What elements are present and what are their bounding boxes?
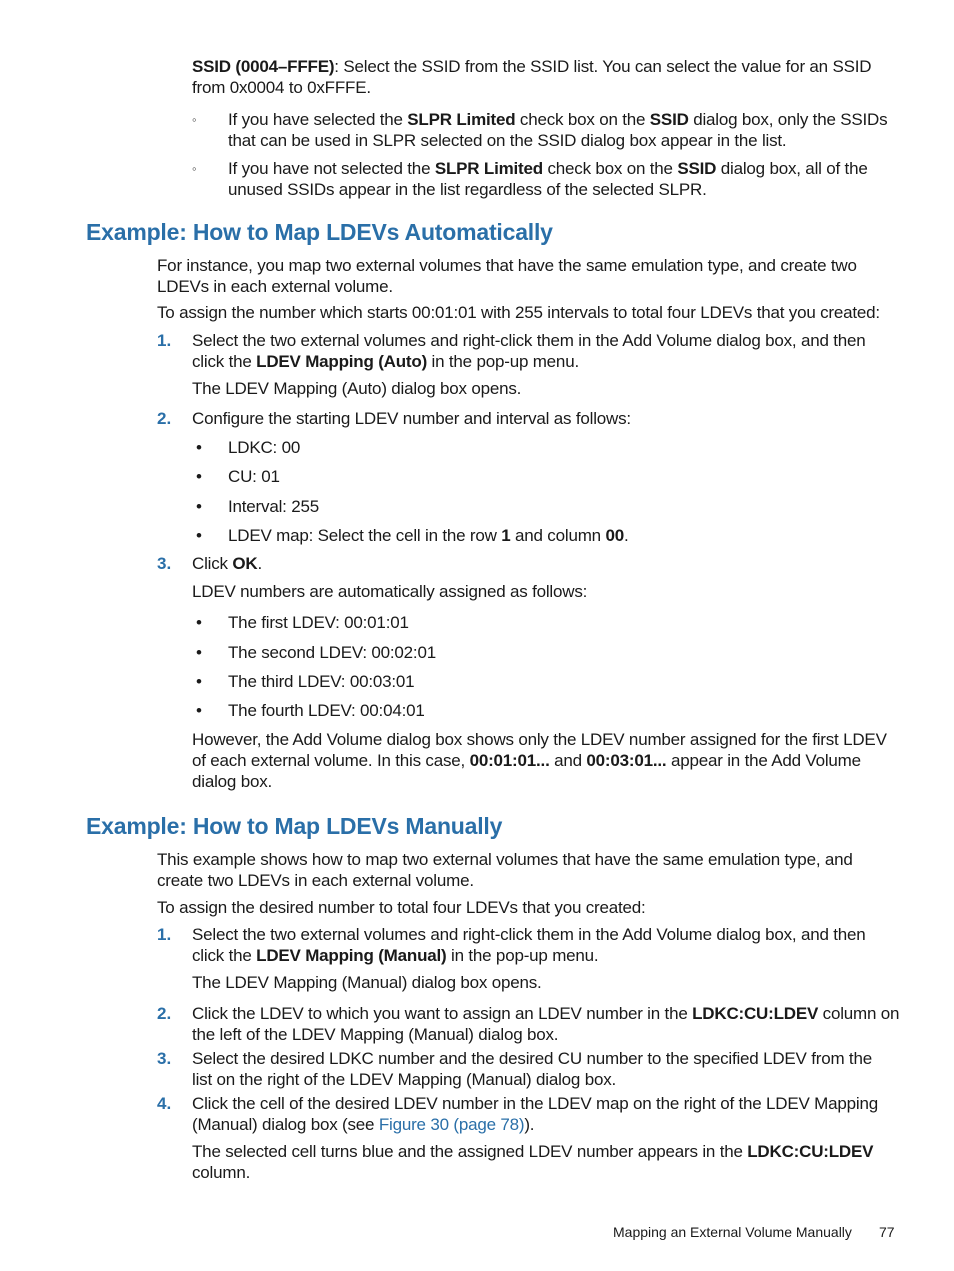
step-text — [192, 330, 902, 372]
paragraph: For instance, you map two external volumes that have the same emulation type, and create two LDEVs in each external volume. — [157, 256, 857, 296]
step-text: Select the desired LDKC number and the desired CU number to the specified LDEV from the list on the right of the LDEV Mapping (Manual) dialog box. — [192, 1049, 872, 1089]
bold-run: 00 — [605, 526, 624, 545]
text-run: and column — [510, 526, 606, 545]
text-run: in the pop-up menu. — [427, 352, 579, 371]
text-run: appear in the Add Volume dialog box. — [192, 751, 861, 791]
bold-run: SLPR Limited — [407, 110, 516, 129]
text-run: column on the left of the LDEV Mapping (Manual) dialog box. — [192, 1004, 900, 1044]
sub-bullet-item — [228, 109, 898, 151]
text-run: ). — [524, 1115, 535, 1134]
paragraph — [192, 729, 902, 792]
text-run: Click the LDEV to which you want to assign an LDEV number in the — [192, 1004, 693, 1023]
figure-link[interactable]: Figure 30 (page 78) — [378, 1115, 525, 1134]
text-run: Select the two external volumes and right-click them in the Add Volume dialog box, and then click the — [192, 331, 866, 371]
step-text — [192, 1093, 904, 1135]
step-text: Configure the starting LDEV number and interval as follows: — [192, 409, 631, 428]
text-run: If you have selected the — [228, 110, 408, 129]
bold-run: LDKC:CU:LDEV — [692, 1004, 819, 1023]
list-item: Interval: 255 — [228, 497, 319, 516]
text-run: Click — [192, 554, 233, 573]
step-note — [192, 1141, 892, 1183]
paragraph: To assign the number which starts 00:01:01 with 255 intervals to total four LDEVs that you created: — [157, 303, 880, 322]
step-number: 3. — [157, 554, 172, 573]
ssid-label: SSID (0004–FFFE) — [192, 57, 335, 76]
text-run: check box on the — [515, 110, 650, 129]
list-item: The fourth LDEV: 00:04:01 — [228, 701, 425, 720]
page-number: 77 — [879, 1224, 895, 1240]
section-heading-auto: Example: How to Map LDEVs Automatically — [86, 219, 553, 245]
sub-bullet-marker: ◦ — [192, 112, 197, 127]
section-heading-manual: Example: How to Map LDEVs Manually — [86, 813, 503, 839]
step-number: 4. — [157, 1094, 172, 1113]
bold-run: LDEV Mapping (Auto) — [256, 352, 428, 371]
text-run: and — [549, 751, 587, 770]
bullet-marker: • — [196, 438, 202, 457]
step-text — [192, 924, 902, 966]
bold-run: 00:01:01... — [469, 751, 550, 770]
text-run: dialog box, only the SSIDs that can be used in SLPR selected on the SSID dialog box appear in the list. — [228, 110, 888, 150]
text-run: Click the cell of the desired LDEV number in the LDEV map on the right of the LDEV Mapping (Manual) dialog box (see — [192, 1094, 878, 1134]
list-item: The second LDEV: 00:02:01 — [228, 643, 436, 662]
bold-run: LDKC:CU:LDEV — [747, 1142, 874, 1161]
list-item: LDKC: 00 — [228, 438, 301, 457]
step-number: 2. — [157, 1004, 172, 1023]
bold-run: LDEV Mapping (Manual) — [256, 946, 447, 965]
text-run: dialog box, all of the unused SSIDs appear in the list regardless of the selected SLPR. — [228, 159, 868, 199]
text-run: . — [257, 554, 262, 573]
list-item: CU: 01 — [228, 467, 280, 486]
text-run: check box on the — [542, 159, 678, 178]
bold-run: SSID — [677, 159, 717, 178]
step-text — [192, 1003, 904, 1045]
sub-bullet-marker: ◦ — [192, 161, 197, 176]
step-number: 2. — [157, 409, 172, 428]
list-item: The third LDEV: 00:03:01 — [228, 672, 415, 691]
text-run: However, the Add Volume dialog box shows only the LDEV number assigned for the first LDEV of each external volume. In this case, — [192, 730, 887, 770]
paragraph: To assign the desired number to total four LDEVs that you created: — [157, 898, 646, 917]
list-item: The first LDEV: 00:01:01 — [228, 613, 409, 632]
bold-run: SLPR Limited — [434, 159, 543, 178]
bold-run: OK — [232, 554, 258, 573]
step-number: 1. — [157, 331, 172, 350]
bullet-marker: • — [196, 672, 202, 691]
text-run: Select the two external volumes and right-click them in the Add Volume dialog box, and then click the — [192, 925, 866, 965]
text-run: . — [623, 526, 629, 545]
step-note: The LDEV Mapping (Manual) dialog box opens. — [192, 973, 542, 992]
bullet-marker: • — [196, 613, 202, 632]
step-note: LDEV numbers are automatically assigned as follows: — [192, 582, 588, 601]
bold-run: 1 — [501, 526, 511, 545]
footer-section-title: Mapping an External Volume Manually — [613, 1224, 852, 1240]
text-run: in the pop-up menu. — [446, 946, 599, 965]
bullet-marker: • — [196, 643, 202, 662]
text-run: LDEV map: Select the cell in the row — [228, 526, 502, 545]
bullet-marker: • — [196, 467, 202, 486]
step-note: The LDEV Mapping (Auto) dialog box opens. — [192, 379, 522, 398]
bullet-marker: • — [196, 701, 202, 720]
bold-run: 00:03:01... — [586, 751, 667, 770]
sub-bullet-item — [228, 158, 898, 200]
ssid-paragraph — [192, 56, 902, 98]
step-text — [192, 553, 262, 574]
paragraph: This example shows how to map two external volumes that have the same emulation type, and create two LDEVs in each external volume. — [157, 850, 853, 890]
text-run: If you have not selected the — [228, 159, 435, 178]
list-item — [228, 525, 628, 546]
bold-run: SSID — [649, 110, 689, 129]
ssid-text: : Select the SSID from the SSID list. You can select the value for an SSID from 0x0004 to 0xFFFE. — [192, 57, 872, 97]
bullet-marker: • — [196, 526, 202, 545]
text-run: column. — [192, 1163, 251, 1182]
step-number: 3. — [157, 1049, 172, 1068]
bullet-marker: • — [196, 497, 202, 516]
text-run: The selected cell turns blue and the assigned LDEV number appears in the — [192, 1142, 748, 1161]
step-number: 1. — [157, 925, 172, 944]
